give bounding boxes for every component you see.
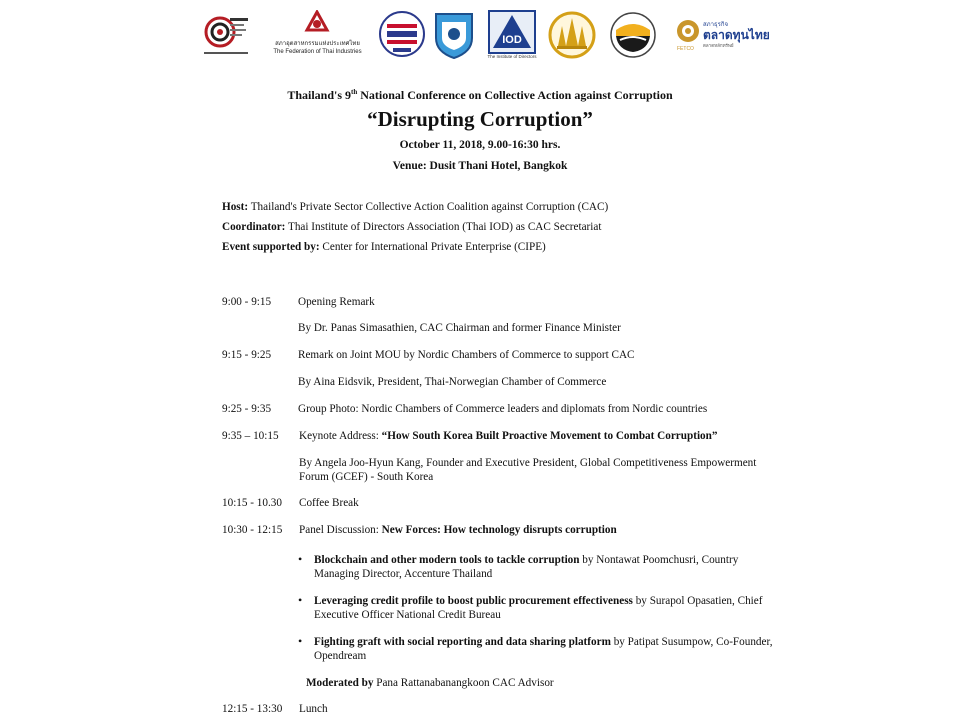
- panel-topic-speaker: by Surapol Opasatien, Chief Executive Officer National Credit Bureau: [314, 595, 763, 621]
- panel-topic-title: Blockchain and other modern tools to tackle corruption: [314, 554, 580, 566]
- moderator-label: Moderated by: [306, 677, 374, 689]
- panel-topic: [314, 594, 774, 622]
- agenda-time: 12:15 - 13:30: [222, 703, 283, 715]
- coordinator-label: Coordinator:: [222, 221, 286, 233]
- agenda-item: Opening Remark: [298, 296, 375, 308]
- keynote-label: Keynote Address:: [299, 430, 382, 442]
- heading-part-1: Thailand's 9: [287, 88, 352, 102]
- moderator-line: [306, 676, 554, 690]
- agenda-time: 9:35 – 10:15: [222, 430, 279, 442]
- agenda-speaker: By Angela Joo-Hyun Kang, Founder and Executive President, Global Competitiveness Empowerment Forum (GCEF) - South Korea: [299, 457, 757, 483]
- agenda-item: [299, 523, 617, 537]
- panel-topic-title: Fighting graft with social reporting and data sharing platform: [314, 636, 611, 648]
- keynote-title: “How South Korea Built Proactive Movement to Combat Corruption”: [381, 430, 718, 442]
- support-line: [222, 240, 546, 254]
- panel-label: Panel Discussion:: [299, 524, 382, 536]
- panel-topic: [314, 635, 774, 663]
- fetco-name-th: ตลาดหลักทรัพย์: [703, 43, 734, 48]
- shield-logo: [433, 10, 475, 60]
- partner-logos: [195, 10, 785, 62]
- panel-topic-speaker: by Patipat Susumpow, Co-Founder, Opendream: [314, 636, 773, 662]
- agenda-item: [299, 429, 717, 443]
- panel-topic-title: Leveraging credit profile to boost public procurement effectiveness: [314, 595, 633, 607]
- fti-name-th: สภาอุตสาหกรรมแห่งประเทศไทย: [275, 41, 360, 47]
- panel-title: New Forces: How technology disrupts corruption: [381, 524, 617, 536]
- fetco-logo: [675, 10, 785, 60]
- panel-topic-speaker: by Nontawat Poomchusri, Country Managing Director, Accenture Thailand: [314, 554, 739, 580]
- fti-name-en: The Federation of Thai Industries: [273, 49, 362, 55]
- bullet-dot: •: [298, 634, 303, 648]
- flag-emblem-logo: [377, 10, 427, 60]
- temple-logo: [547, 10, 597, 60]
- agenda-time: 9:00 - 9:15: [222, 296, 272, 308]
- fetco-badge: FETCO: [677, 46, 694, 52]
- bullet-dot: •: [298, 593, 303, 607]
- bullet-dot: •: [298, 552, 303, 566]
- spiral-logo: [200, 10, 252, 60]
- panel-topic: [314, 553, 774, 581]
- moderator-name: Pana Rattanabanangkoon CAC Advisor: [373, 677, 554, 689]
- agenda-item: Coffee Break: [299, 497, 359, 509]
- heading-superscript: th: [351, 88, 358, 96]
- conference-heading: [0, 88, 960, 103]
- iod-caption: The Institute of Directors: [487, 54, 537, 59]
- conference-date: October 11, 2018, 9.00-16:30 hrs.: [399, 139, 561, 151]
- agenda-time: 9:15 - 9:25: [222, 349, 272, 361]
- support-value: Center for International Private Enterprise (CIPE): [319, 241, 546, 253]
- agenda-speaker: By Aina Eidsvik, President, Thai-Norwegian Chamber of Commerce: [298, 376, 607, 388]
- agenda-time: 10:30 - 12:15: [222, 524, 283, 536]
- fti-logo: [265, 10, 370, 60]
- host-line: [222, 200, 608, 214]
- host-label: Host:: [222, 201, 249, 213]
- heading-part-2: National Conference on Collective Action against Corruption: [357, 88, 673, 102]
- support-label: Event supported by:: [222, 241, 320, 253]
- agenda-time: 9:25 - 9:35: [222, 403, 272, 415]
- conference-venue: Venue: Dusit Thani Hotel, Bangkok: [392, 160, 568, 172]
- coordinator-value: Thai Institute of Directors Association (Thai IOD) as CAC Secretariat: [285, 221, 602, 233]
- agenda-speaker: By Dr. Panas Simasathien, CAC Chairman and former Finance Minister: [298, 322, 621, 334]
- agenda-item: Group Photo: Nordic Chambers of Commerce leaders and diplomats from Nordic countries: [298, 403, 708, 415]
- agenda-time: 10:15 - 10.30: [222, 497, 282, 509]
- iod-logo: [488, 10, 536, 60]
- coordinator-line: [222, 220, 601, 234]
- fetco-sub: สภาธุรกิจ: [703, 22, 729, 28]
- svg-text:IOD: IOD: [502, 34, 522, 46]
- agenda-item: Remark on Joint MOU by Nordic Chambers of Commerce to support CAC: [298, 349, 635, 361]
- wave-emblem-logo: [608, 10, 658, 60]
- host-value: Thailand's Private Sector Collective Action Coalition against Corruption (CAC): [248, 201, 609, 213]
- fetco-name: ตลาดทุนไทย: [703, 28, 770, 42]
- conference-title: “Disrupting Corruption”: [367, 107, 593, 131]
- agenda-item: Lunch: [299, 703, 328, 715]
